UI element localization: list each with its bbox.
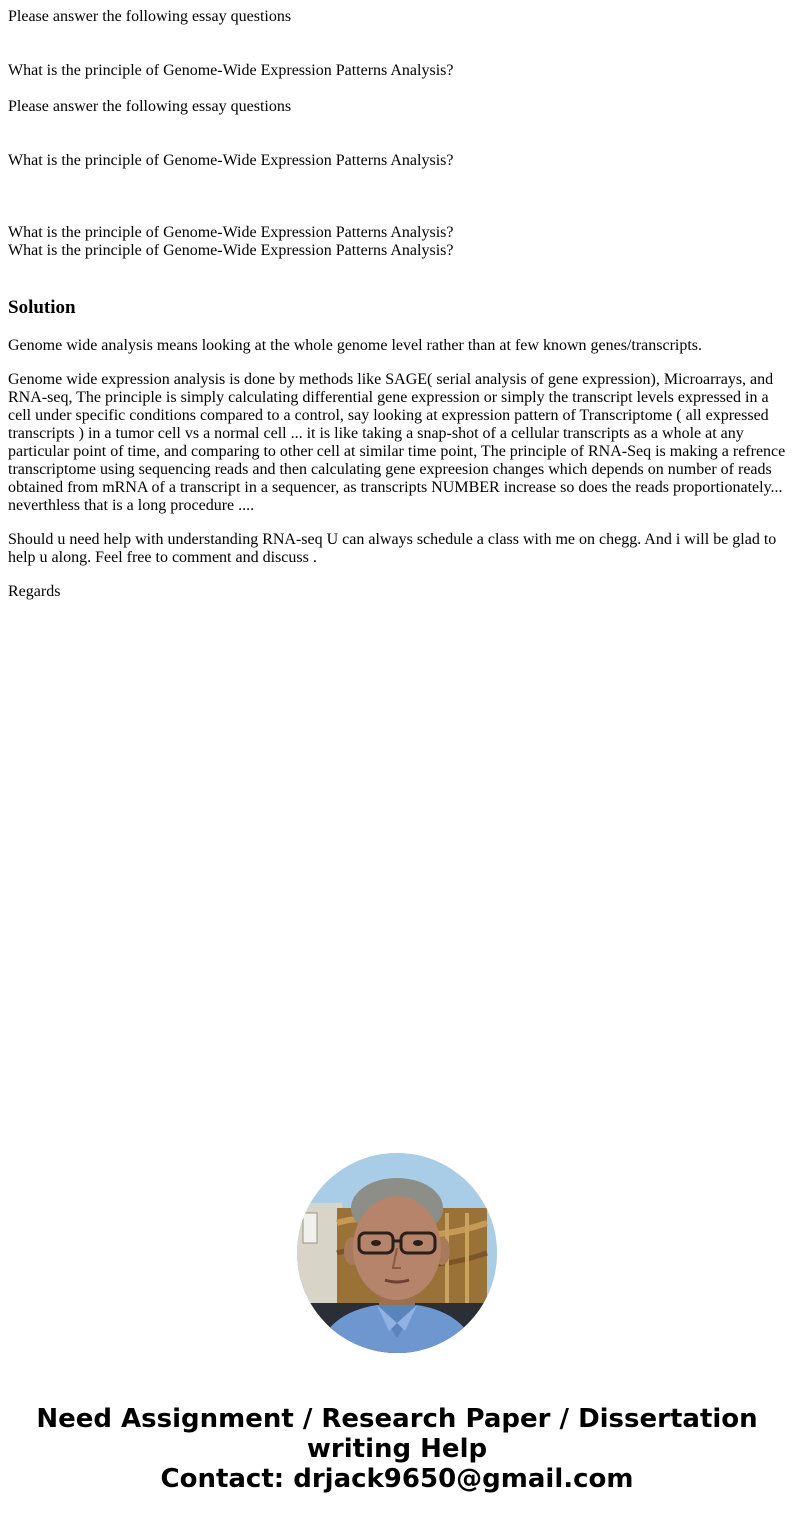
author-portrait [297, 1153, 497, 1353]
sign-off: Regards [8, 583, 61, 600]
avatar [297, 1153, 497, 1353]
solution-heading: Solution [8, 297, 76, 318]
promo-line: writing Help [306, 1434, 488, 1464]
essay-question: What is the principle of Genome-Wide Expression Patterns Analysis? [8, 224, 454, 241]
solution-paragraph: Genome wide analysis means looking at the whole genome level rather than at few known genes/transcripts. [8, 337, 703, 354]
essay-prompt: Please answer the following essay questions [8, 8, 292, 25]
essay-question: What is the principle of Genome-Wide Expression Patterns Analysis? [8, 242, 454, 259]
essay-prompt: Please answer the following essay questions [8, 98, 292, 115]
solution-paragraph: Genome wide expression analysis is done by methods like SAGE( serial analysis of gene expression), Microarrays, and RNA-seq, The principle is simply calculating differential gene expression or simply the transcript levels expressed in a cell under specific conditions compared to a control, say looking at expression pattern of Transcriptome ( all expressed transcripts ) in a tumor cell vs a normal cell ... it is like taking a snap-shot of a cellular transcripts as a whole at any particular point of time, and comparing to other cell at similar time point, The principle of RNA-Seq is making a refrence transcriptome using sequencing reads and then calculating gene expreesion changes which depends on number of reads obtained from mRNA of a transcript in a sequencer, as transcripts NUMBER increase so does the reads proportionately... neverthless that is a long procedure .... [8, 371, 786, 514]
solution-paragraph: Should u need help with understanding RNA-seq U can always schedule a class with me on chegg. And i will be glad to help u along. Feel free to comment and discuss . [8, 531, 777, 566]
essay-question: What is the principle of Genome-Wide Expression Patterns Analysis? [8, 62, 454, 79]
promo-line: Need Assignment / Research Paper / Dissertation [36, 1404, 758, 1434]
contact-line: Contact: drjack9650@gmail.com [160, 1464, 634, 1494]
essay-question: What is the principle of Genome-Wide Expression Patterns Analysis? [8, 152, 454, 169]
